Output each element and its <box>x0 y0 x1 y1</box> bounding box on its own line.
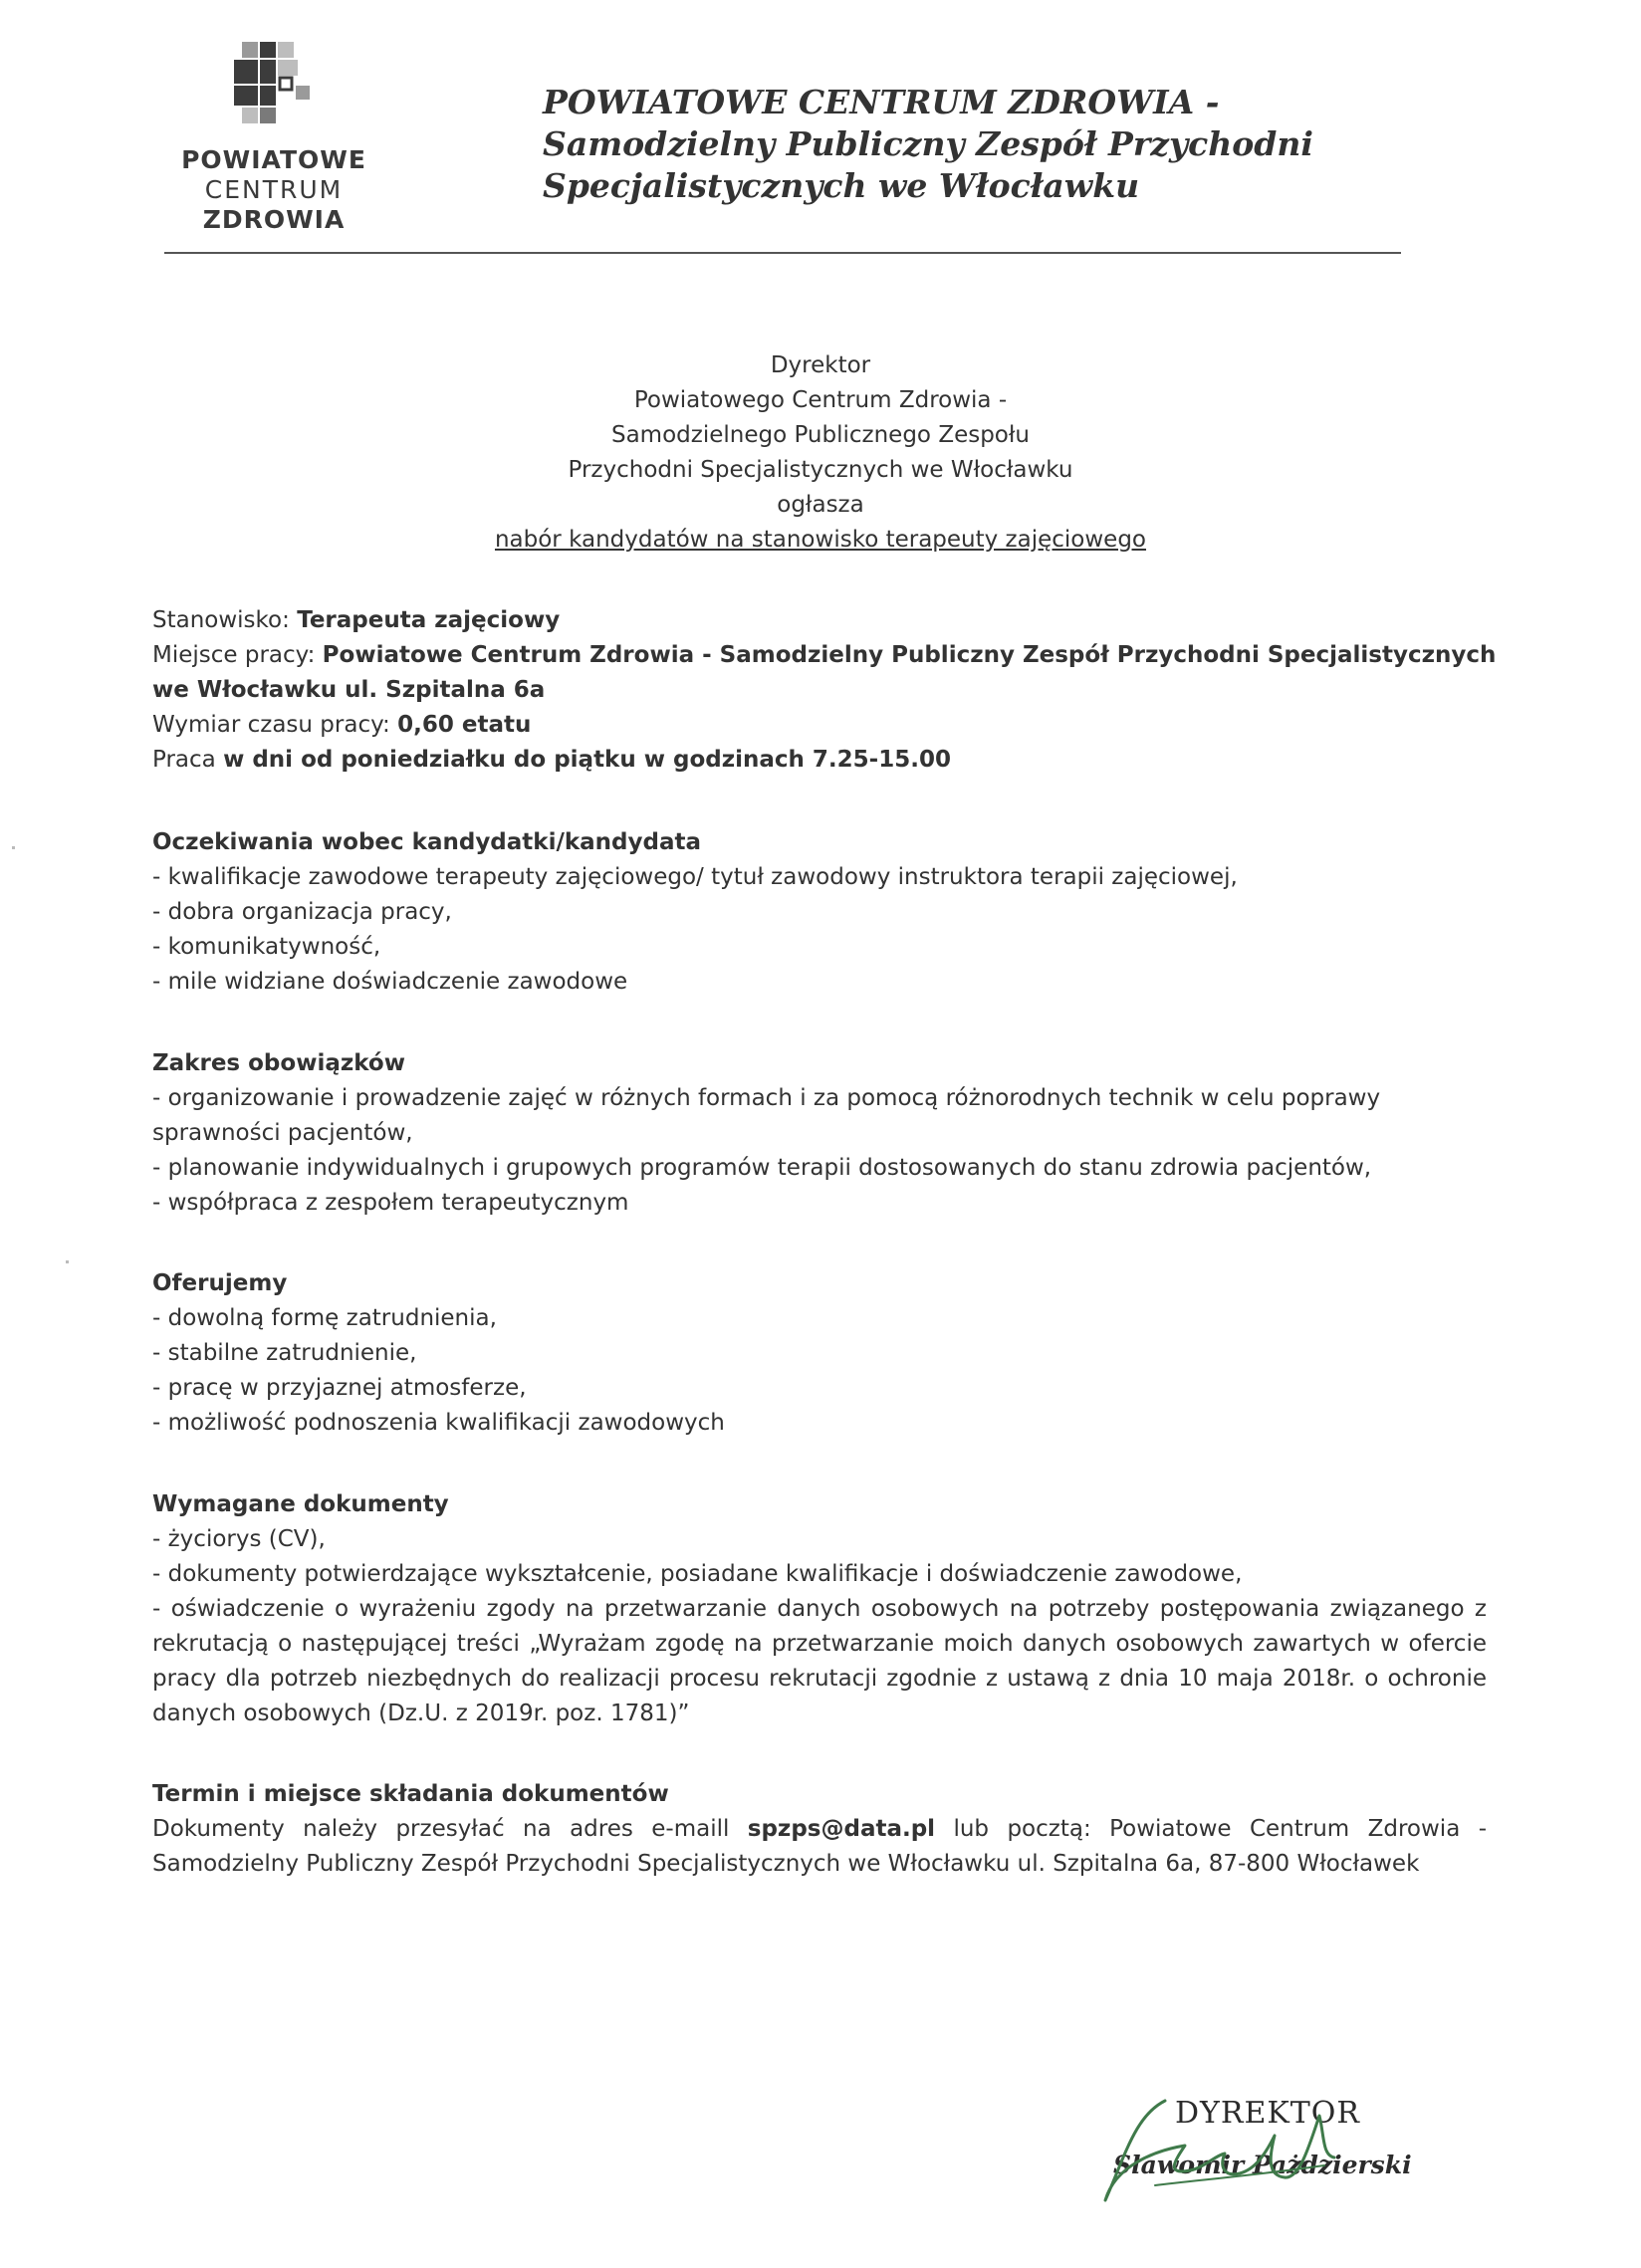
submission-section <box>152 1777 1487 1882</box>
list-item: - współpraca z zespołem terapeutycznym <box>152 1190 629 1216</box>
list-item: - planowanie indywidualnych i grupowych programów terapii dostosowanych do stanu zdrowia pacjentów, <box>152 1155 1372 1181</box>
org-title-line-1: POWIATOWE CENTRUM ZDROWIA - <box>543 83 1220 121</box>
director-signature-stamp <box>1095 2096 1414 2215</box>
org-title-line-2: Samodzielny Publiczny Zespół Przychodni <box>543 124 1313 163</box>
offer-section <box>152 1266 1487 1441</box>
submission-text-after: lub pocztą: Powiatowe Centrum Zdrowia - Samodzielny Publiczny Zespół Przychodni Specjalistycznych we Włocławku ul. Szpitalna 6a, 87-800 Włocławek <box>152 1816 1487 1877</box>
duties-section <box>152 1046 1487 1221</box>
announcement-intro <box>0 348 1641 558</box>
schedule-label: Praca <box>152 747 224 773</box>
list-item: - oświadczenie o wyrażeniu zgody na przetwarzanie danych osobowych na potrzeby postępowania związanego z rekrutacją o następującej treści „Wyrażam zgodę na przetwarzanie moich danych osobowych zawartych w ofercie pracy dla potrzeb niezbędnych do realizacji procesu rekrutacji zgodnie z ustawą z dnia 10 maja 2018r. o ochronie danych osobowych (Dz.U. z 2019r. poz. 1781)” <box>152 1596 1487 1726</box>
header-divider <box>164 252 1401 254</box>
list-item: - komunikatywność, <box>152 934 381 960</box>
logo-line-1: POWIATOWE <box>181 145 366 174</box>
list-item: - mile widziane doświadczenie zawodowe <box>152 969 628 995</box>
email-link[interactable]: spzps@data.pl <box>747 1816 936 1842</box>
submission-text <box>152 1812 1487 1882</box>
intro-line-6: nabór kandydatów na stanowisko terapeuty zajęciowego <box>494 527 1147 553</box>
documents-section <box>152 1487 1487 1731</box>
expectations-heading: Oczekiwania wobec kandydatki/kandydata <box>152 829 702 855</box>
handwritten-signature <box>1095 2096 1414 2215</box>
list-item: - możliwość podnoszenia kwalifikacji zawodowych <box>152 1410 725 1436</box>
documents-heading: Wymagane dokumenty <box>152 1491 449 1517</box>
hours-value: 0,60 etatu <box>397 712 532 738</box>
logo-line-2: CENTRUM <box>204 175 344 204</box>
list-item: - dokumenty potwierdzające wykształcenie, posiadane kwalifikacje i doświadczenie zawodowe, <box>152 1561 1243 1587</box>
position-label: Stanowisko: <box>152 607 298 633</box>
duties-heading: Zakres obowiązków <box>152 1050 405 1076</box>
intro-line-3: Samodzielnego Publicznego Zespołu <box>610 422 1030 448</box>
list-item: - organizowanie i prowadzenie zajęć w różnych formach i za pomocą różnorodnych technik w celu poprawy sprawności pacjentów, <box>152 1085 1381 1146</box>
intro-line-2: Powiatowego Centrum Zdrowia - <box>633 387 1008 413</box>
submission-text-before: Dokumenty należy przesyłać na adres e-maill <box>152 1816 748 1842</box>
submission-heading: Termin i miejsce składania dokumentów <box>152 1781 669 1807</box>
schedule-value: w dni od poniedziałku do piątku w godzinach 7.25-15.00 <box>223 747 951 773</box>
place-row-2 <box>152 673 1487 708</box>
signature-name: Sławomir Pażdzierski <box>1113 2151 1412 2179</box>
list-item: - pracę w przyjaznej atmosferze, <box>152 1375 527 1401</box>
position-value: Terapeuta zajęciowy <box>297 607 561 633</box>
hours-label: Wymiar czasu pracy: <box>152 712 398 738</box>
position-details <box>152 603 1497 778</box>
hours-row <box>152 708 1487 743</box>
list-item: - kwalifikacje zawodowe terapeuty zajęciowego/ tytuł zawodowy instruktora terapii zajęciowej, <box>152 864 1238 890</box>
place-value-2: we Włocławku ul. Szpitalna 6a <box>152 677 546 703</box>
signature-title: DYREKTOR <box>1175 2096 1360 2131</box>
list-item: - dobra organizacja pracy, <box>152 899 452 925</box>
list-item: - dowolną formę zatrudnienia, <box>152 1305 497 1331</box>
logo-text <box>159 145 388 235</box>
intro-line-4: Przychodni Specjalistycznych we Włocławku <box>568 457 1073 483</box>
logo <box>159 42 388 251</box>
schedule-row <box>152 743 1487 778</box>
place-row <box>152 638 1497 673</box>
position-row <box>152 603 1487 638</box>
offer-heading: Oferujemy <box>152 1270 288 1296</box>
logo-line-3: ZDROWIA <box>202 205 346 234</box>
scan-speck <box>12 846 15 849</box>
intro-line-5: ogłasza <box>777 492 864 518</box>
logo-cross-icon <box>234 42 314 126</box>
place-value: Powiatowe Centrum Zdrowia - Samodzielny Publiczny Zespół Przychodni Specjalistycznych <box>322 642 1497 668</box>
expectations-section <box>152 825 1487 1000</box>
organization-title <box>543 82 1538 207</box>
org-title-line-3: Specjalistycznych we Włocławku <box>543 166 1140 205</box>
intro-line-1: Dyrektor <box>770 352 871 378</box>
list-item: - stabilne zatrudnienie, <box>152 1340 417 1366</box>
scan-speck <box>66 1260 69 1263</box>
list-item: - życiorys (CV), <box>152 1526 326 1552</box>
place-label: Miejsce pracy: <box>152 642 323 668</box>
